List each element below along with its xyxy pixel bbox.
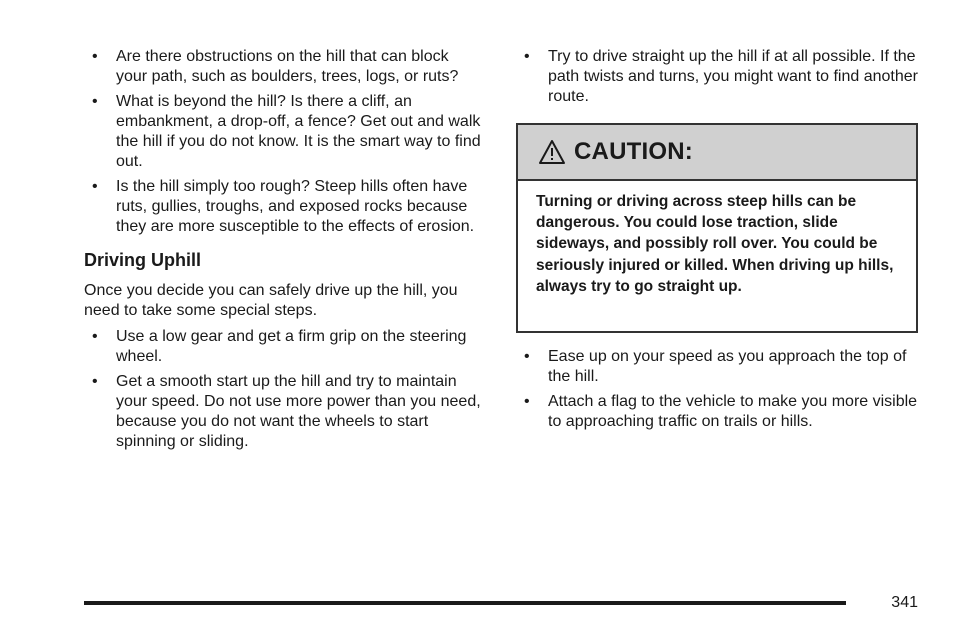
list-item-text: What is beyond the hill? Is there a cliff, an embankment, a drop-off, a fence? Get out and walk the hill if you do not know. It is the smart way to find out. xyxy=(116,93,481,170)
bullet-marker: • xyxy=(524,348,530,365)
page-number: 341 xyxy=(891,594,918,611)
list-item xyxy=(84,92,484,172)
caution-text: Turning or driving across steep hills can be dangerous. You could lose traction, slide sideways, and possibly roll over. You could be seriously injured or killed. When driving up hills, always try to go straight up. xyxy=(536,193,894,295)
list-item-text: Attach a flag to the vehicle to make you more visible to approaching traffic on trails or hills. xyxy=(548,393,918,430)
intro-paragraph: Once you decide you can safely drive up the hill, you need to take some special steps. xyxy=(84,282,458,319)
right-bullets-top xyxy=(516,47,926,107)
list-item-text: Are there obstructions on the hill that can block your path, such as boulders, trees, logs, or ruts? xyxy=(116,48,459,85)
section-heading: Driving Uphill xyxy=(84,250,201,270)
right-column xyxy=(516,47,926,112)
bullet-marker: • xyxy=(92,373,98,390)
bullet-marker: • xyxy=(92,93,98,110)
list-item-text: Get a smooth start up the hill and try to maintain your speed. Do not use more power than you need, because you do not want the wheels to start spinning or sliding. xyxy=(116,373,481,450)
list-item-text: Try to drive straight up the hill if at all possible. If the path twists and turns, you might want to find another route. xyxy=(548,48,918,105)
list-item xyxy=(84,47,484,87)
list-item xyxy=(516,47,926,107)
list-item xyxy=(84,177,484,237)
caution-header xyxy=(518,125,916,181)
left-bullets-top xyxy=(84,47,484,237)
list-item-text: Use a low gear and get a firm grip on the steering wheel. xyxy=(116,328,467,365)
left-bullets-bottom xyxy=(84,327,484,452)
list-item xyxy=(516,392,926,432)
caution-title: CAUTION: xyxy=(574,138,693,165)
warning-triangle-icon xyxy=(538,139,566,165)
bullet-marker: • xyxy=(92,328,98,345)
list-item-text: Ease up on your speed as you approach the top of the hill. xyxy=(548,348,907,385)
list-item xyxy=(84,327,484,367)
right-column-lower xyxy=(516,347,926,437)
list-item xyxy=(516,347,926,387)
bullet-marker: • xyxy=(92,48,98,65)
list-item-text: Is the hill simply too rough? Steep hills often have ruts, gullies, troughs, and exposed rocks because they are more susceptible to the effects of erosion. xyxy=(116,178,475,235)
bullet-marker: • xyxy=(524,48,530,65)
footer-rule xyxy=(84,601,846,605)
right-bullets-bottom xyxy=(516,347,926,432)
left-column xyxy=(84,47,484,457)
caution-box xyxy=(516,123,918,333)
list-item xyxy=(84,372,484,452)
bullet-marker: • xyxy=(524,393,530,410)
bullet-marker: • xyxy=(92,178,98,195)
